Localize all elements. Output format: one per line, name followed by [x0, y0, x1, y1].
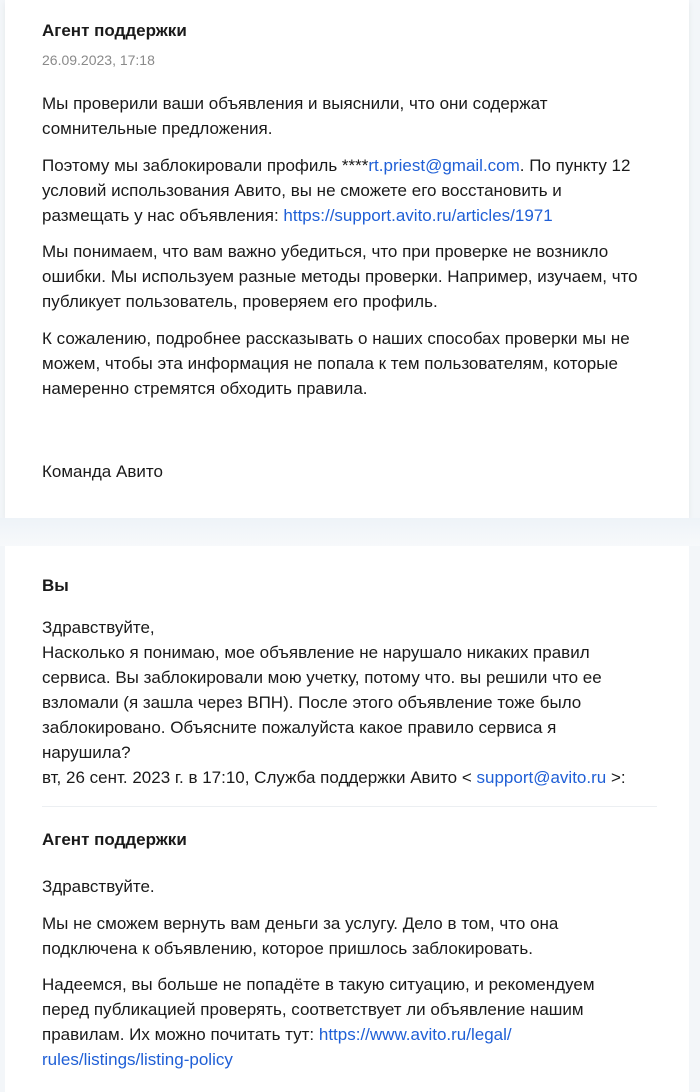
text-line: Здравствуйте,: [42, 618, 155, 637]
text-line: ошибки. Мы используем разные методы проверки. Например, изучаем, что: [42, 267, 638, 286]
text-line: сервиса. Вы заблокировали мою учетку, потому что. вы решили что ее: [42, 668, 602, 687]
text-line: Мы не сможем вернуть вам деньги за услугу. Дело в том, что она: [42, 914, 559, 933]
text-line: Команда Авито: [42, 462, 163, 481]
text-line: [42, 1047, 667, 1072]
message-paragraph: [42, 326, 667, 401]
support-article-link[interactable]: https://support.avito.ru/articles/1971: [283, 206, 553, 225]
text-line: взломали (я зашла через ВПН). После этого объявление тоже было: [42, 693, 582, 712]
message-paragraph: [42, 972, 667, 1072]
text-line: Мы понимаем, что вам важно убедиться, что при проверке не возникло: [42, 242, 609, 261]
text-line: сомнительные предложения.: [42, 119, 273, 138]
message-author: Агент поддержки: [42, 830, 187, 849]
message-body: [42, 615, 667, 790]
text-line: можем, чтобы эта информация не попала к тем пользователям, которые: [42, 354, 618, 373]
text-line: заблокировано. Объясните пожалуйста какое правило сервиса я: [42, 718, 557, 737]
text-line: К сожалению, подробнее рассказывать о наших способах проверки мы не: [42, 329, 630, 348]
text-line: Мы проверили ваши объявления и выяснили, что они содержат: [42, 94, 548, 113]
text-fragment: . По пункту 12: [519, 156, 631, 175]
text-line: подключена к объявлению, которое пришлось заблокировать.: [42, 939, 533, 958]
listing-policy-link-continued[interactable]: rules/listings/listing-policy: [42, 1050, 233, 1069]
quote-header: [42, 765, 667, 790]
text-fragment: Поэтому мы заблокировали профиль ****: [42, 156, 369, 175]
text-line: перед публикацией проверять, соответствует ли объявление нашим: [42, 1000, 584, 1019]
text-line: Надеемся, вы больше не попадёте в такую ситуацию, и рекомендуем: [42, 975, 595, 994]
card-separator: [0, 518, 700, 546]
message-date: 26.09.2023, 17:18: [42, 52, 155, 68]
message-paragraph: [42, 91, 667, 141]
email-link[interactable]: rt.priest@gmail.com: [368, 156, 520, 175]
message-paragraph: [42, 239, 667, 314]
message-author: Вы: [42, 576, 69, 595]
message-paragraph: [42, 911, 667, 961]
listing-policy-link[interactable]: https://www.avito.ru/legal/: [318, 1025, 512, 1044]
message-paragraph: [42, 153, 667, 228]
text-line: намеренно стремятся обходить правила.: [42, 379, 368, 398]
text-line: условий использования Авито, вы не сможете его восстановить и: [42, 181, 562, 200]
divider: [42, 806, 657, 807]
text-line: [42, 1022, 667, 1047]
text-line: Насколько я понимаю, мое объявление не нарушало никаких правил: [42, 643, 590, 662]
text-line: [42, 203, 667, 228]
message-author: Агент поддержки: [42, 21, 187, 40]
support-email-link[interactable]: support@avito.ru: [476, 768, 607, 787]
text-fragment: >:: [606, 768, 626, 787]
text-line: [42, 153, 667, 178]
text-fragment: правилам. Их можно почитать тут:: [42, 1025, 319, 1044]
text-line: Здравствуйте.: [42, 877, 155, 896]
message-card-thread: [5, 546, 689, 1092]
message-signature: [42, 459, 667, 484]
text-line: публикует пользователь, проверяем его профиль.: [42, 292, 438, 311]
text-fragment: размещать у нас объявления:: [42, 206, 284, 225]
text-fragment: вт, 26 сент. 2023 г. в 17:10, Служба поддержки Авито <: [42, 768, 477, 787]
message-greeting: [42, 874, 667, 899]
text-line: нарушила?: [42, 743, 131, 762]
message-card-support-1: [5, 0, 689, 518]
